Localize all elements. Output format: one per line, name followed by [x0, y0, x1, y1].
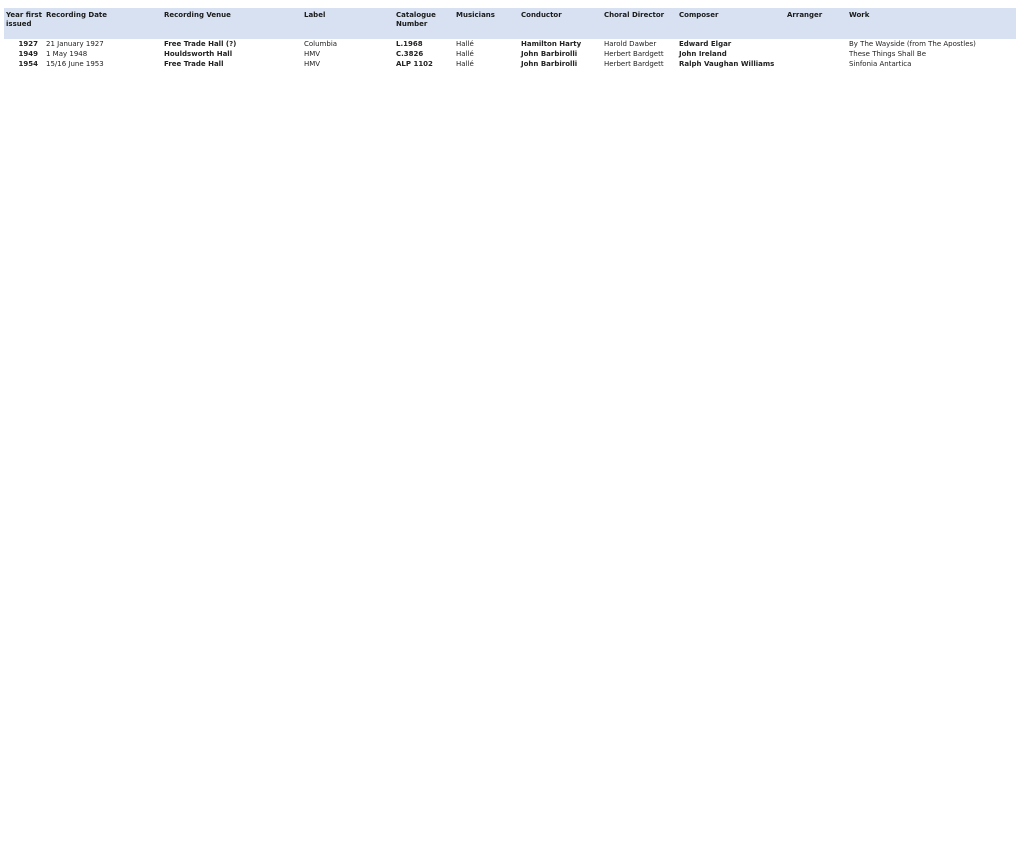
cell-choral: Herbert Bardgett — [604, 60, 664, 68]
col-date: Recording Date — [44, 8, 162, 39]
col-musicians: Musicians — [454, 8, 519, 39]
col-catalogue: Catalogue Number — [394, 8, 454, 39]
cell-arranger — [785, 49, 847, 59]
cell-year: 1949 — [18, 50, 38, 58]
cell-venue: Houldsworth Hall — [164, 50, 233, 58]
cell-conductor: John Barbirolli — [521, 60, 578, 68]
col-arranger: Arranger — [785, 8, 847, 39]
table-row — [4, 49, 1016, 59]
recordings-table — [4, 8, 1016, 69]
cell-year: 1954 — [18, 60, 38, 68]
recordings-sheet — [0, 0, 1023, 69]
table-row — [4, 59, 1016, 69]
cell-musicians: Hallé — [456, 40, 474, 48]
cell-label: HMV — [304, 60, 321, 68]
col-work: Work — [847, 8, 1016, 39]
cell-work: Sinfonia Antartica — [849, 60, 912, 68]
cell-label: Columbia — [304, 40, 338, 48]
col-choral-director: Choral Director — [602, 8, 677, 39]
cell-venue: Free Trade Hall (?) — [164, 40, 237, 48]
col-venue: Recording Venue — [162, 8, 302, 39]
table-row — [4, 39, 1016, 49]
cell-composer: Edward Elgar — [679, 40, 732, 48]
cell-venue: Free Trade Hall — [164, 60, 224, 68]
col-label: Label — [302, 8, 394, 39]
cell-arranger — [785, 59, 847, 69]
cell-year: 1927 — [18, 40, 38, 48]
cell-choral: Harold Dawber — [604, 40, 657, 48]
cell-label: HMV — [304, 50, 321, 58]
cell-musicians: Hallé — [456, 60, 474, 68]
col-composer: Composer — [677, 8, 785, 39]
cell-composer: John Ireland — [679, 50, 727, 58]
col-conductor: Conductor — [519, 8, 602, 39]
cell-catalogue: ALP 1102 — [396, 60, 433, 68]
cell-arranger — [785, 39, 847, 49]
cell-conductor: Hamilton Harty — [521, 40, 582, 48]
cell-composer: Ralph Vaughan Williams — [679, 60, 775, 68]
header-row — [4, 8, 1016, 39]
col-year: Year first issued — [4, 8, 44, 39]
cell-work: By The Wayside (from The Apostles) — [849, 40, 976, 48]
cell-conductor: John Barbirolli — [521, 50, 578, 58]
cell-date: 15/16 June 1953 — [46, 60, 104, 68]
cell-catalogue: C.3826 — [396, 50, 424, 58]
cell-work: These Things Shall Be — [849, 50, 926, 58]
cell-musicians: Hallé — [456, 50, 474, 58]
cell-choral: Herbert Bardgett — [604, 50, 664, 58]
cell-catalogue: L.1968 — [396, 40, 423, 48]
cell-date: 1 May 1948 — [46, 50, 88, 58]
cell-date: 21 January 1927 — [46, 40, 104, 48]
